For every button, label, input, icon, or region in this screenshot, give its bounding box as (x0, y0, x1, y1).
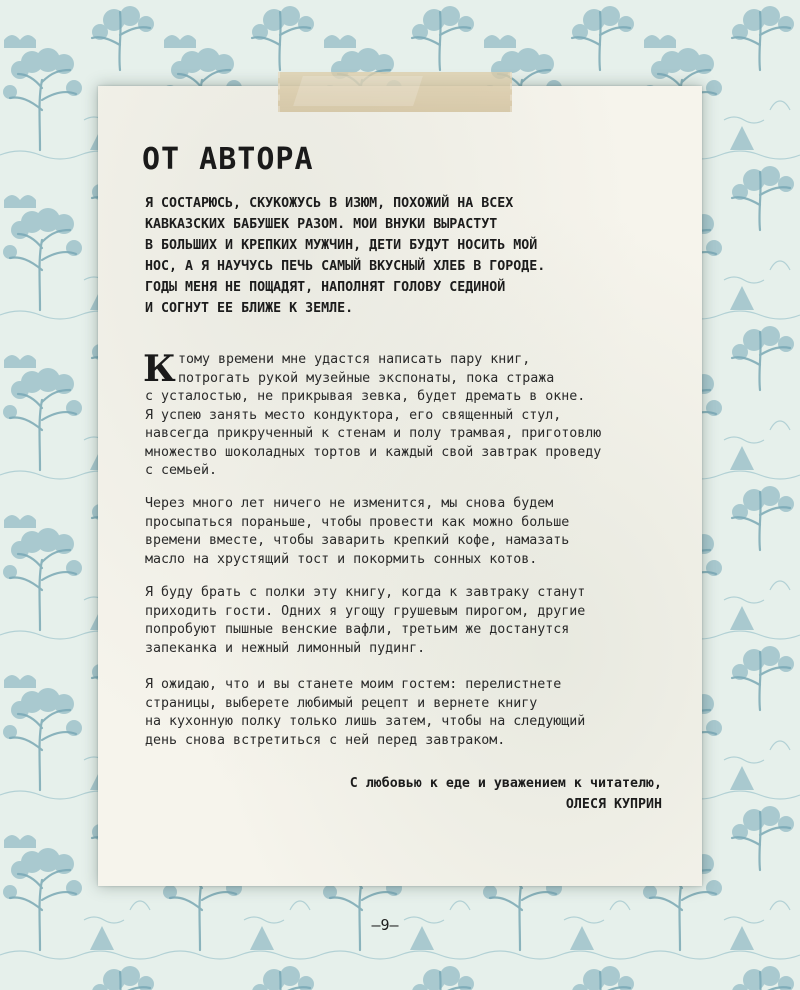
paragraph-line: просыпаться пораньше, чтобы провести как можно больше (145, 514, 570, 530)
paragraph-line: запеканка и нежный лимонный пудинг. (145, 640, 426, 656)
drop-cap: К (143, 348, 176, 390)
paragraph-line: навсегда прикрученный к стенам и полу трамвая, приготовлю (145, 426, 602, 441)
paragraph-line: Я успею занять место кондуктора, его священный стул, (145, 407, 562, 423)
paragraph-line: Я буду брать с полки эту книгу, когда к завтраку станут (145, 585, 586, 600)
paragraph-line: приходить гости. Одних я угощу грушевым пирогом, другие (145, 603, 586, 619)
author-name: ОЛЕСЯ КУПРИН (565, 797, 662, 812)
signature-dedication: С любовью к еде и уважением к читателю, (349, 776, 662, 791)
paragraph-line: масло на хрустящий тост и покормить сонных котов. (145, 551, 538, 567)
paragraph-line: Через много лет ничего не изменится, мы снова будем (145, 496, 554, 511)
body-paragraph-3 (145, 584, 675, 658)
page-number: –9– (371, 916, 399, 934)
intro-line: НОС, А Я НАУЧУСЬ ПЕЧЬ САМЫЙ ВКУСНЫЙ ХЛЕБ В ГОРОДЕ. (145, 259, 546, 274)
intro-line: В БОЛЬШИХ И КРЕПКИХ МУЖЧИН, ДЕТИ БУДУТ НОСИТЬ МОЙ (145, 238, 538, 253)
paragraph-line: на кухонную полку только лишь затем, чтобы на следующий (145, 714, 586, 729)
paragraph-line: Я ожидаю, что и вы станете моим гостем: перелистнете (145, 677, 562, 692)
paragraph-line: множество шоколадных тортов и каждый свой завтрак проведу (145, 444, 602, 460)
paragraph-line: тому времени мне удастся написать пару книг, (178, 352, 531, 367)
intro-line: ГОДЫ МЕНЯ НЕ ПОЩАДЯТ, НАПОЛНЯТ ГОЛОВУ СЕДИНОЙ (145, 280, 506, 295)
masking-tape (278, 72, 512, 112)
signature (350, 773, 662, 815)
body-paragraph-1 (143, 348, 675, 481)
paragraph-line: времени вместе, чтобы заварить крепкий кофе, намазать (145, 533, 570, 548)
paragraph-line: потрогать рукой музейные экспонаты, пока стража (178, 370, 555, 386)
page-title: ОТ АВТОРА (142, 142, 314, 177)
intro-line: КАВКАЗСКИХ БАБУШЕК РАЗОМ. МОИ ВНУКИ ВЫРАСТУТ (145, 217, 498, 232)
paragraph-line: с усталостью, не прикрывая зевка, будет дремать в окне. (145, 389, 586, 404)
intro-line: Я СОСТАРЮСЬ, СКУКОЖУСЬ В ИЗЮМ, ПОХОЖИЙ НА ВСЕХ (145, 196, 514, 211)
body-paragraph-2 (145, 495, 675, 569)
paragraph-line: с семьей. (145, 463, 218, 478)
paragraph-line: день снова встретиться с ней перед завтраком. (145, 732, 506, 748)
paragraph-line: попробуют пышные венские вафли, третьим же достанутся (145, 622, 570, 637)
paragraph-line: страницы, выберете любимый рецепт и вернете книгу (145, 695, 538, 711)
intro-paragraph (145, 193, 645, 319)
body-paragraph-4 (145, 676, 675, 750)
intro-line: И СОГНУТ ЕЕ БЛИЖЕ К ЗЕМЛЕ. (145, 301, 354, 316)
